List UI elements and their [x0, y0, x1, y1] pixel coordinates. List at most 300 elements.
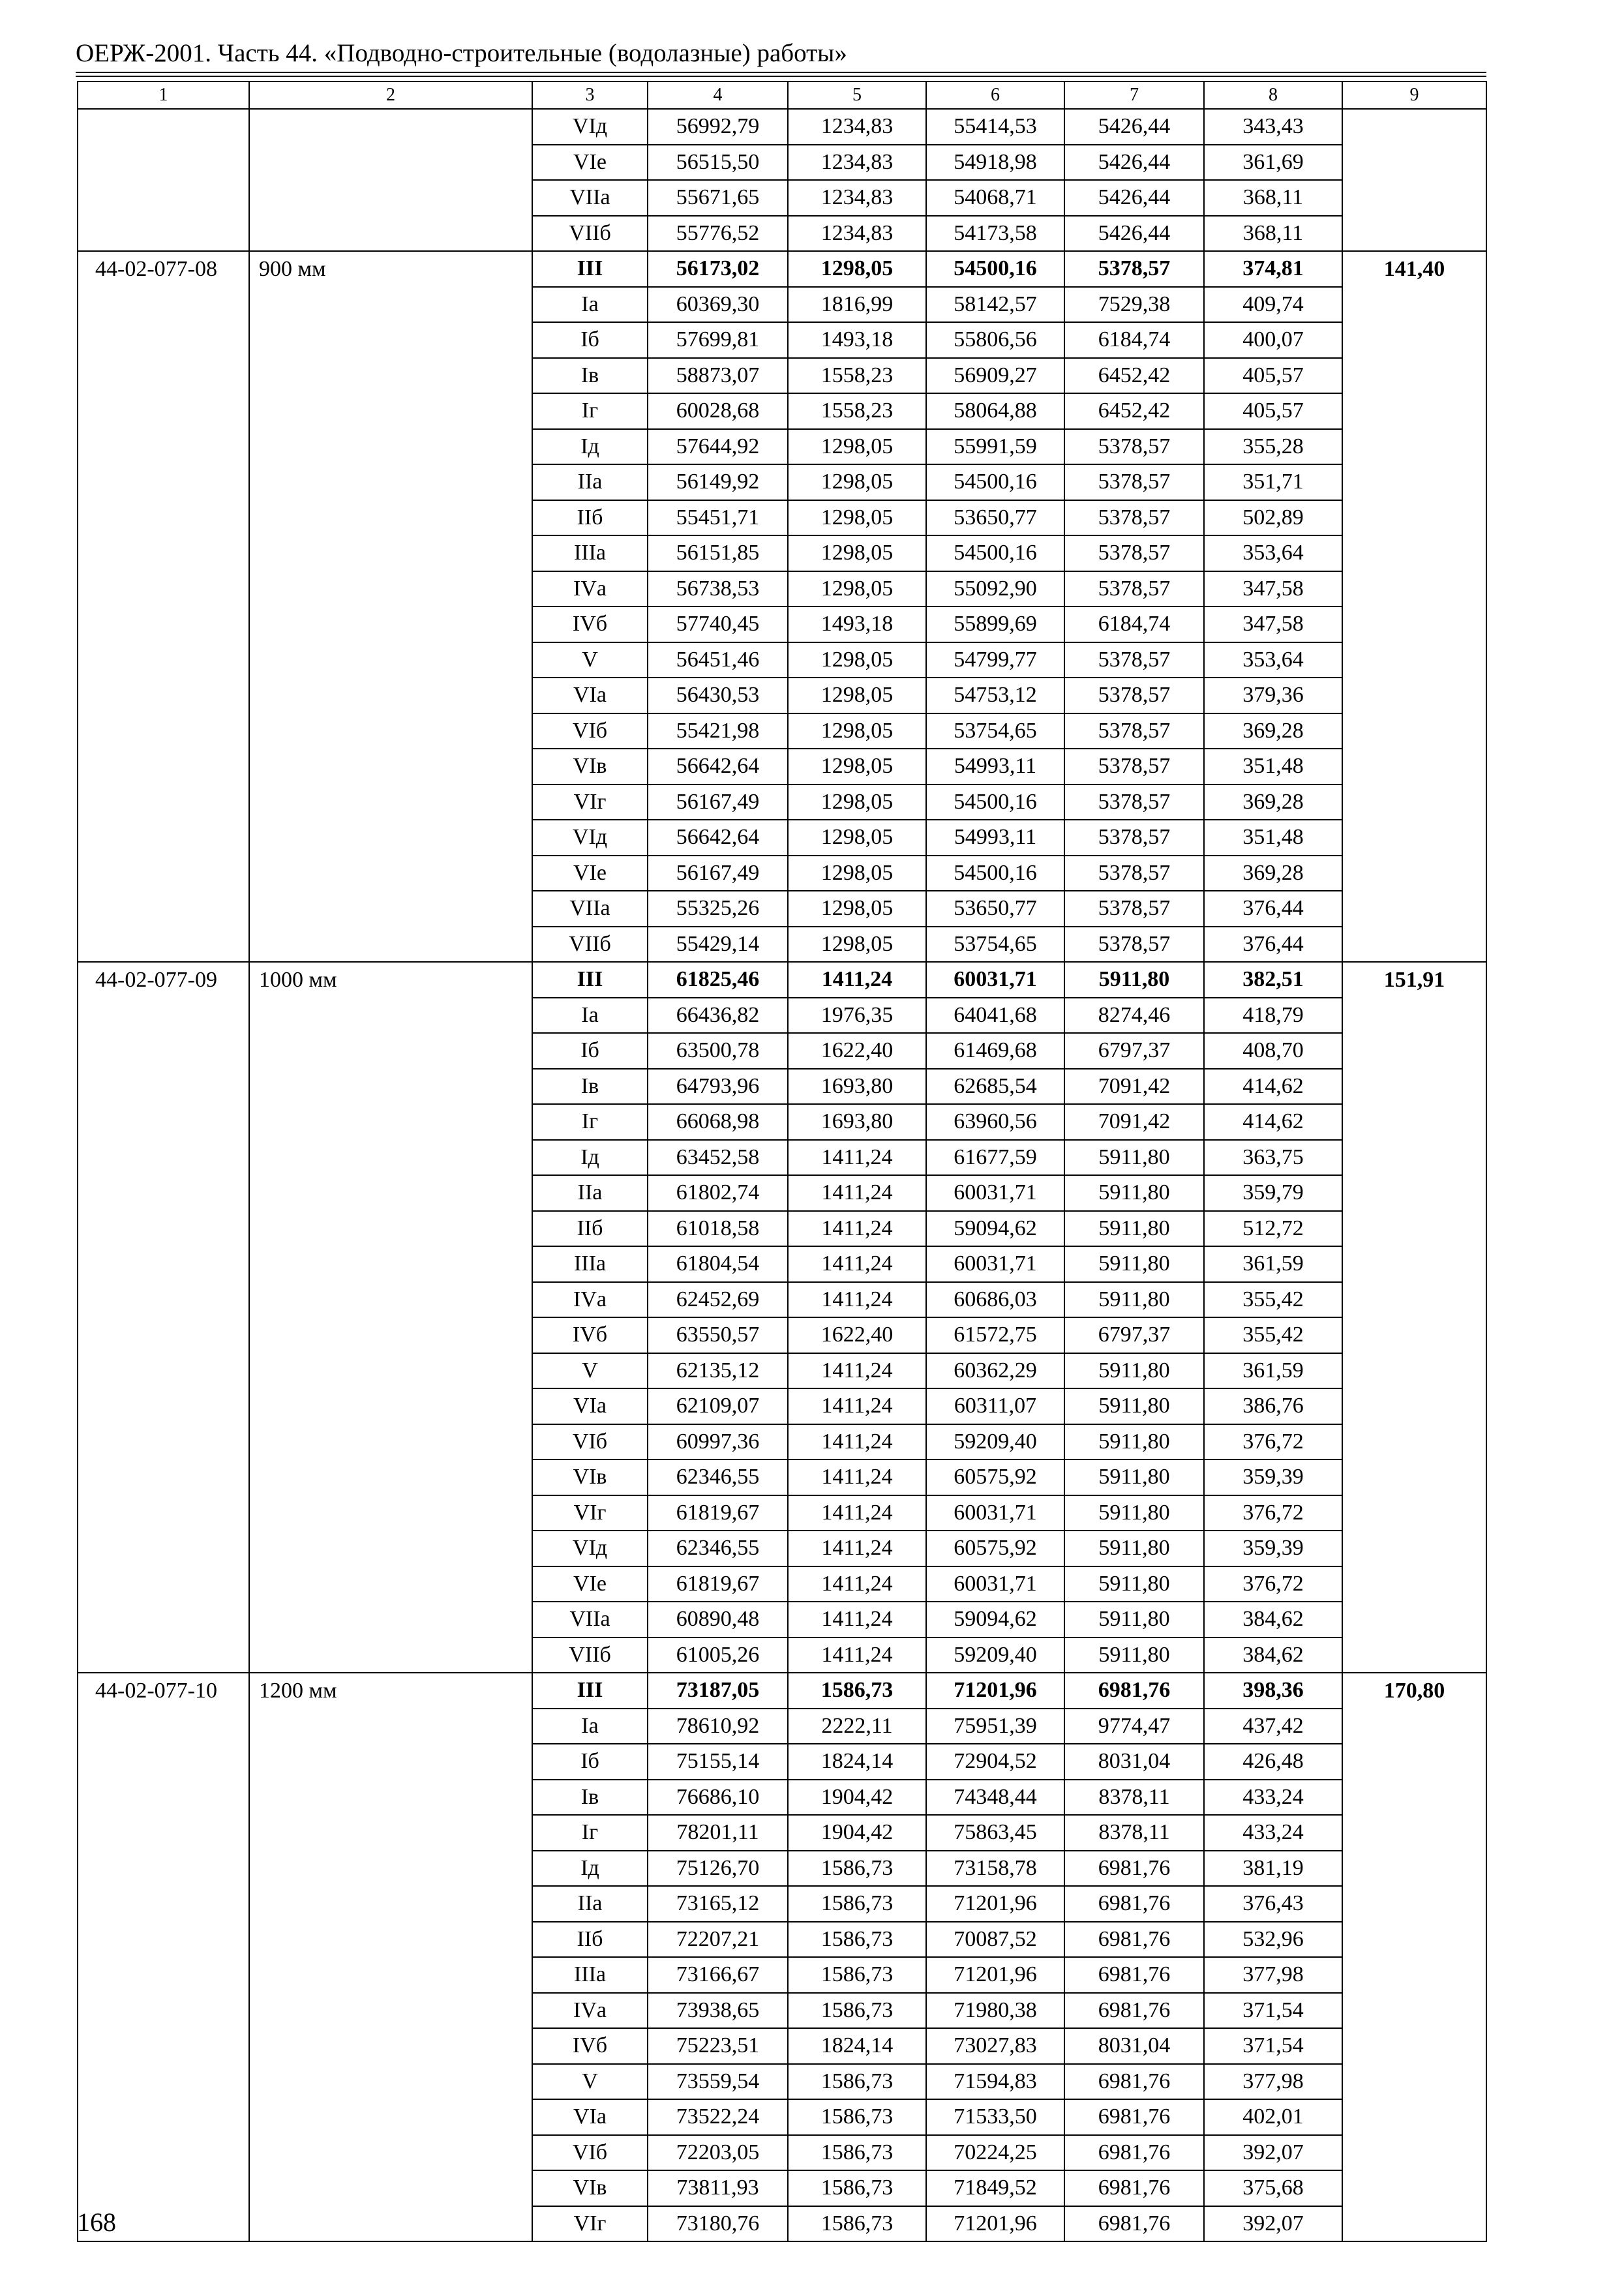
labor-hours — [1342, 180, 1486, 216]
machinist-wages: 6452,42 — [1064, 358, 1204, 394]
row-name — [249, 785, 532, 820]
table-row — [78, 251, 1486, 287]
region-index: III — [532, 251, 648, 287]
labor-hours — [1342, 287, 1486, 323]
row-code — [78, 180, 249, 216]
labor-hours — [1342, 1495, 1486, 1531]
machinist-wages: 5911,80 — [1064, 1175, 1204, 1211]
region-index: Iб — [532, 1033, 648, 1069]
labor-hours — [1342, 998, 1486, 1034]
labor-cost: 1411,24 — [788, 1246, 926, 1282]
machine-cost: 71201,96 — [926, 1957, 1064, 1993]
row-name — [249, 1388, 532, 1424]
materials-cost: 433,24 — [1204, 1780, 1342, 1816]
machine-cost: 54993,11 — [926, 749, 1064, 785]
machinist-wages: 7091,42 — [1064, 1104, 1204, 1140]
labor-cost: 1586,73 — [788, 1851, 926, 1887]
machine-cost: 64041,68 — [926, 998, 1064, 1034]
region-index: VIд — [532, 109, 648, 145]
materials-cost: 408,70 — [1204, 1033, 1342, 1069]
machinist-wages: 7529,38 — [1064, 287, 1204, 323]
machinist-wages: 6981,76 — [1064, 1957, 1204, 1993]
labor-cost: 1234,83 — [788, 216, 926, 252]
total-cost: 75126,70 — [648, 1851, 788, 1887]
labor-hours: 141,40 — [1342, 251, 1486, 287]
labor-hours: 151,91 — [1342, 962, 1486, 998]
machinist-wages: 5378,57 — [1064, 500, 1204, 536]
total-cost: 62109,07 — [648, 1388, 788, 1424]
total-cost: 60890,48 — [648, 1602, 788, 1638]
region-index: VIб — [532, 713, 648, 749]
materials-cost: 375,68 — [1204, 2170, 1342, 2206]
row-code — [78, 109, 249, 145]
labor-cost: 1904,42 — [788, 1815, 926, 1851]
machine-cost: 59209,40 — [926, 1424, 1064, 1460]
row-code — [78, 1602, 249, 1638]
table-row — [78, 1922, 1486, 1958]
table-row — [78, 2206, 1486, 2242]
table-row — [78, 1815, 1486, 1851]
row-name — [249, 1459, 532, 1495]
total-cost: 76686,10 — [648, 1780, 788, 1816]
machinist-wages: 5378,57 — [1064, 251, 1204, 287]
row-code — [78, 1069, 249, 1105]
machine-cost: 61469,68 — [926, 1033, 1064, 1069]
region-index: VIе — [532, 856, 648, 891]
row-code — [78, 2135, 249, 2171]
total-cost: 62346,55 — [648, 1531, 788, 1566]
region-index: IIа — [532, 1175, 648, 1211]
row-name — [249, 1957, 532, 1993]
materials-cost: 426,48 — [1204, 1744, 1342, 1780]
machine-cost: 54500,16 — [926, 856, 1064, 891]
labor-cost: 1586,73 — [788, 1957, 926, 1993]
row-name — [249, 1495, 532, 1531]
materials-cost: 376,44 — [1204, 891, 1342, 927]
labor-hours — [1342, 1922, 1486, 1958]
header-rule — [76, 72, 1486, 73]
table-row — [78, 1638, 1486, 1673]
table-row — [78, 1851, 1486, 1887]
labor-cost: 1493,18 — [788, 606, 926, 642]
region-index: VIа — [532, 678, 648, 713]
total-cost: 64793,96 — [648, 1069, 788, 1105]
machine-cost: 54500,16 — [926, 535, 1064, 571]
machine-cost: 54500,16 — [926, 251, 1064, 287]
row-code — [78, 2028, 249, 2064]
region-index: IVб — [532, 2028, 648, 2064]
table-row — [78, 1886, 1486, 1922]
labor-cost: 1411,24 — [788, 1282, 926, 1318]
region-index: VIд — [532, 1531, 648, 1566]
materials-cost: 353,64 — [1204, 535, 1342, 571]
total-cost: 55325,26 — [648, 891, 788, 927]
row-name — [249, 109, 532, 145]
labor-cost: 1298,05 — [788, 785, 926, 820]
labor-hours — [1342, 322, 1486, 358]
machine-cost: 73027,83 — [926, 2028, 1064, 2064]
row-code — [78, 1211, 249, 1247]
row-name — [249, 1531, 532, 1566]
total-cost: 63550,57 — [648, 1317, 788, 1353]
machinist-wages: 6981,76 — [1064, 1673, 1204, 1709]
materials-cost: 377,98 — [1204, 1957, 1342, 1993]
machine-cost: 60686,03 — [926, 1282, 1064, 1318]
region-index: V — [532, 642, 648, 678]
region-index: Iд — [532, 1140, 648, 1176]
table-row — [78, 358, 1486, 394]
labor-cost: 1298,05 — [788, 571, 926, 607]
total-cost: 56149,92 — [648, 464, 788, 500]
labor-cost: 1234,83 — [788, 145, 926, 181]
labor-cost: 1411,24 — [788, 1175, 926, 1211]
machine-cost: 56909,27 — [926, 358, 1064, 394]
materials-cost: 379,36 — [1204, 678, 1342, 713]
machine-cost: 60031,71 — [926, 1175, 1064, 1211]
region-index: Iа — [532, 998, 648, 1034]
total-cost: 62346,55 — [648, 1459, 788, 1495]
machinist-wages: 5911,80 — [1064, 1602, 1204, 1638]
machine-cost: 71201,96 — [926, 2206, 1064, 2242]
labor-hours — [1342, 1104, 1486, 1140]
table-row — [78, 2135, 1486, 2171]
row-name — [249, 216, 532, 252]
labor-cost: 1298,05 — [788, 464, 926, 500]
table-row — [78, 180, 1486, 216]
materials-cost: 398,36 — [1204, 1673, 1342, 1709]
region-index: VIв — [532, 749, 648, 785]
labor-cost: 1298,05 — [788, 891, 926, 927]
labor-cost: 1816,99 — [788, 287, 926, 323]
total-cost: 60028,68 — [648, 393, 788, 429]
materials-cost: 392,07 — [1204, 2135, 1342, 2171]
materials-cost: 353,64 — [1204, 642, 1342, 678]
table-row — [78, 891, 1486, 927]
labor-cost: 1411,24 — [788, 1140, 926, 1176]
machinist-wages: 5911,80 — [1064, 1282, 1204, 1318]
row-name: 1000 мм — [249, 962, 532, 998]
machinist-wages: 6981,76 — [1064, 1886, 1204, 1922]
materials-cost: 361,69 — [1204, 145, 1342, 181]
region-index: IIб — [532, 1211, 648, 1247]
materials-cost: 384,62 — [1204, 1602, 1342, 1638]
labor-cost: 1693,80 — [788, 1104, 926, 1140]
machine-cost: 53650,77 — [926, 500, 1064, 536]
labor-cost: 1586,73 — [788, 2099, 926, 2135]
row-code — [78, 1317, 249, 1353]
row-name — [249, 2028, 532, 2064]
machinist-wages: 5911,80 — [1064, 1424, 1204, 1460]
labor-cost: 1824,14 — [788, 2028, 926, 2064]
labor-cost: 1586,73 — [788, 1993, 926, 2029]
row-name — [249, 1993, 532, 2029]
table-row — [78, 2099, 1486, 2135]
column-number: 1 — [78, 82, 249, 109]
row-name — [249, 927, 532, 963]
column-number: 2 — [249, 82, 532, 109]
labor-cost: 1411,24 — [788, 1531, 926, 1566]
labor-cost: 1411,24 — [788, 1353, 926, 1389]
machinist-wages: 6797,37 — [1064, 1033, 1204, 1069]
machine-cost: 72904,52 — [926, 1744, 1064, 1780]
region-index: V — [532, 2064, 648, 2100]
machine-cost: 74348,44 — [926, 1780, 1064, 1816]
machinist-wages: 5378,57 — [1064, 713, 1204, 749]
region-index: Iг — [532, 1104, 648, 1140]
row-code — [78, 1922, 249, 1958]
table-row — [78, 571, 1486, 607]
region-index: Iд — [532, 429, 648, 465]
labor-hours — [1342, 358, 1486, 394]
row-name — [249, 2135, 532, 2171]
row-code — [78, 2099, 249, 2135]
machinist-wages: 5911,80 — [1064, 1638, 1204, 1673]
total-cost: 56451,46 — [648, 642, 788, 678]
labor-hours — [1342, 749, 1486, 785]
table-row — [78, 2064, 1486, 2100]
column-numbers-row — [78, 82, 1486, 109]
total-cost: 72203,05 — [648, 2135, 788, 2171]
row-code — [78, 1638, 249, 1673]
row-code — [78, 1744, 249, 1780]
row-name — [249, 1211, 532, 1247]
row-name — [249, 1140, 532, 1176]
labor-hours — [1342, 1175, 1486, 1211]
machine-cost: 71201,96 — [926, 1886, 1064, 1922]
machine-cost: 61677,59 — [926, 1140, 1064, 1176]
row-name — [249, 1566, 532, 1602]
row-code — [78, 1566, 249, 1602]
labor-cost: 1234,83 — [788, 180, 926, 216]
row-code — [78, 1851, 249, 1887]
labor-cost: 1586,73 — [788, 2135, 926, 2171]
table-row — [78, 1744, 1486, 1780]
materials-cost: 405,57 — [1204, 393, 1342, 429]
row-code — [78, 1104, 249, 1140]
materials-cost: 376,72 — [1204, 1495, 1342, 1531]
labor-hours — [1342, 393, 1486, 429]
row-code — [78, 1424, 249, 1460]
materials-cost: 433,24 — [1204, 1815, 1342, 1851]
machinist-wages: 6981,76 — [1064, 2170, 1204, 2206]
machine-cost: 55414,53 — [926, 109, 1064, 145]
table-row — [78, 856, 1486, 891]
row-code — [78, 1780, 249, 1816]
labor-cost: 1234,83 — [788, 109, 926, 145]
materials-cost: 376,72 — [1204, 1424, 1342, 1460]
row-name — [249, 1780, 532, 1816]
labor-hours — [1342, 1459, 1486, 1495]
row-name — [249, 1104, 532, 1140]
row-name — [249, 2064, 532, 2100]
labor-hours — [1342, 1851, 1486, 1887]
labor-cost: 1558,23 — [788, 358, 926, 394]
machinist-wages: 5378,57 — [1064, 891, 1204, 927]
labor-hours — [1342, 1069, 1486, 1105]
row-name — [249, 2206, 532, 2242]
region-index: IVб — [532, 606, 648, 642]
column-number: 8 — [1204, 82, 1342, 109]
labor-cost: 1586,73 — [788, 2064, 926, 2100]
machine-cost: 59209,40 — [926, 1638, 1064, 1673]
total-cost: 57644,92 — [648, 429, 788, 465]
total-cost: 66068,98 — [648, 1104, 788, 1140]
total-cost: 56738,53 — [648, 571, 788, 607]
region-index: VIIб — [532, 927, 648, 963]
total-cost: 73559,54 — [648, 2064, 788, 2100]
total-cost: 62135,12 — [648, 1353, 788, 1389]
row-name — [249, 820, 532, 856]
machine-cost: 60031,71 — [926, 962, 1064, 998]
labor-hours — [1342, 429, 1486, 465]
machine-cost: 54500,16 — [926, 464, 1064, 500]
labor-hours — [1342, 1388, 1486, 1424]
labor-cost: 1558,23 — [788, 393, 926, 429]
row-code — [78, 429, 249, 465]
row-code — [78, 1246, 249, 1282]
region-index: IIIа — [532, 1957, 648, 1993]
labor-hours — [1342, 1140, 1486, 1176]
total-cost: 73165,12 — [648, 1886, 788, 1922]
table-row — [78, 1317, 1486, 1353]
table-row — [78, 1709, 1486, 1744]
page-number: 168 — [77, 2207, 116, 2237]
materials-cost: 377,98 — [1204, 2064, 1342, 2100]
table-row — [78, 1069, 1486, 1105]
row-code — [78, 856, 249, 891]
row-name — [249, 1282, 532, 1318]
machine-cost: 60031,71 — [926, 1495, 1064, 1531]
row-name — [249, 1744, 532, 1780]
machinist-wages: 5426,44 — [1064, 216, 1204, 252]
table-row — [78, 1246, 1486, 1282]
machinist-wages: 5378,57 — [1064, 571, 1204, 607]
labor-hours — [1342, 1211, 1486, 1247]
total-cost: 61018,58 — [648, 1211, 788, 1247]
row-name — [249, 1033, 532, 1069]
row-code — [78, 713, 249, 749]
labor-hours — [1342, 1424, 1486, 1460]
machine-cost: 60031,71 — [926, 1566, 1064, 1602]
labor-cost: 1824,14 — [788, 1744, 926, 1780]
total-cost: 57740,45 — [648, 606, 788, 642]
total-cost: 73811,93 — [648, 2170, 788, 2206]
labor-hours — [1342, 2135, 1486, 2171]
region-index: VIIа — [532, 891, 648, 927]
machinist-wages: 5911,80 — [1064, 1495, 1204, 1531]
labor-hours — [1342, 678, 1486, 713]
region-index: Iа — [532, 1709, 648, 1744]
labor-hours — [1342, 1566, 1486, 1602]
labor-cost: 1904,42 — [788, 1780, 926, 1816]
materials-cost: 405,57 — [1204, 358, 1342, 394]
table-row — [78, 393, 1486, 429]
machinist-wages: 5378,57 — [1064, 820, 1204, 856]
row-name — [249, 322, 532, 358]
region-index: VIг — [532, 785, 648, 820]
materials-cost: 374,81 — [1204, 251, 1342, 287]
materials-cost: 359,79 — [1204, 1175, 1342, 1211]
row-name — [249, 2170, 532, 2206]
row-code — [78, 820, 249, 856]
materials-cost: 355,42 — [1204, 1282, 1342, 1318]
total-cost: 56642,64 — [648, 820, 788, 856]
table-row — [78, 713, 1486, 749]
labor-cost: 1298,05 — [788, 820, 926, 856]
row-name — [249, 642, 532, 678]
region-index: VIв — [532, 1459, 648, 1495]
total-cost: 75155,14 — [648, 1744, 788, 1780]
materials-cost: 414,62 — [1204, 1069, 1342, 1105]
row-name — [249, 571, 532, 607]
table-row — [78, 464, 1486, 500]
row-name — [249, 535, 532, 571]
row-code: 44-02-077-09 — [78, 962, 249, 998]
labor-cost: 1586,73 — [788, 1673, 926, 1709]
total-cost: 63452,58 — [648, 1140, 788, 1176]
machinist-wages: 5426,44 — [1064, 180, 1204, 216]
total-cost: 75223,51 — [648, 2028, 788, 2064]
table-row — [78, 1282, 1486, 1318]
labor-hours — [1342, 2064, 1486, 2100]
total-cost: 73522,24 — [648, 2099, 788, 2135]
table-row — [78, 1566, 1486, 1602]
machinist-wages: 8378,11 — [1064, 1815, 1204, 1851]
row-name — [249, 749, 532, 785]
total-cost: 73187,05 — [648, 1673, 788, 1709]
total-cost: 72207,21 — [648, 1922, 788, 1958]
total-cost: 61819,67 — [648, 1566, 788, 1602]
row-code — [78, 1886, 249, 1922]
row-code — [78, 322, 249, 358]
labor-hours — [1342, 535, 1486, 571]
machine-cost: 54173,58 — [926, 216, 1064, 252]
region-index: VIIб — [532, 216, 648, 252]
machine-cost: 53754,65 — [926, 927, 1064, 963]
region-index: IVб — [532, 1317, 648, 1353]
table-row — [78, 145, 1486, 181]
column-number: 4 — [648, 82, 788, 109]
machine-cost: 60575,92 — [926, 1531, 1064, 1566]
materials-cost: 347,58 — [1204, 606, 1342, 642]
total-cost: 56173,02 — [648, 251, 788, 287]
row-code — [78, 1140, 249, 1176]
row-code — [78, 606, 249, 642]
row-name — [249, 606, 532, 642]
row-code — [78, 1495, 249, 1531]
labor-cost: 1298,05 — [788, 749, 926, 785]
labor-hours — [1342, 1317, 1486, 1353]
machinist-wages: 6981,76 — [1064, 2135, 1204, 2171]
row-name — [249, 678, 532, 713]
labor-cost: 1298,05 — [788, 535, 926, 571]
region-index: VIд — [532, 820, 648, 856]
table-row — [78, 535, 1486, 571]
materials-cost: 368,11 — [1204, 216, 1342, 252]
row-code — [78, 1459, 249, 1495]
labor-cost: 1411,24 — [788, 1424, 926, 1460]
machinist-wages: 6981,76 — [1064, 1993, 1204, 2029]
machine-cost: 71594,83 — [926, 2064, 1064, 2100]
row-code — [78, 1531, 249, 1566]
machinist-wages: 7091,42 — [1064, 1069, 1204, 1105]
labor-hours — [1342, 820, 1486, 856]
total-cost: 61825,46 — [648, 962, 788, 998]
materials-cost: 361,59 — [1204, 1246, 1342, 1282]
machinist-wages: 9774,47 — [1064, 1709, 1204, 1744]
total-cost: 61804,54 — [648, 1246, 788, 1282]
column-number: 9 — [1342, 82, 1486, 109]
